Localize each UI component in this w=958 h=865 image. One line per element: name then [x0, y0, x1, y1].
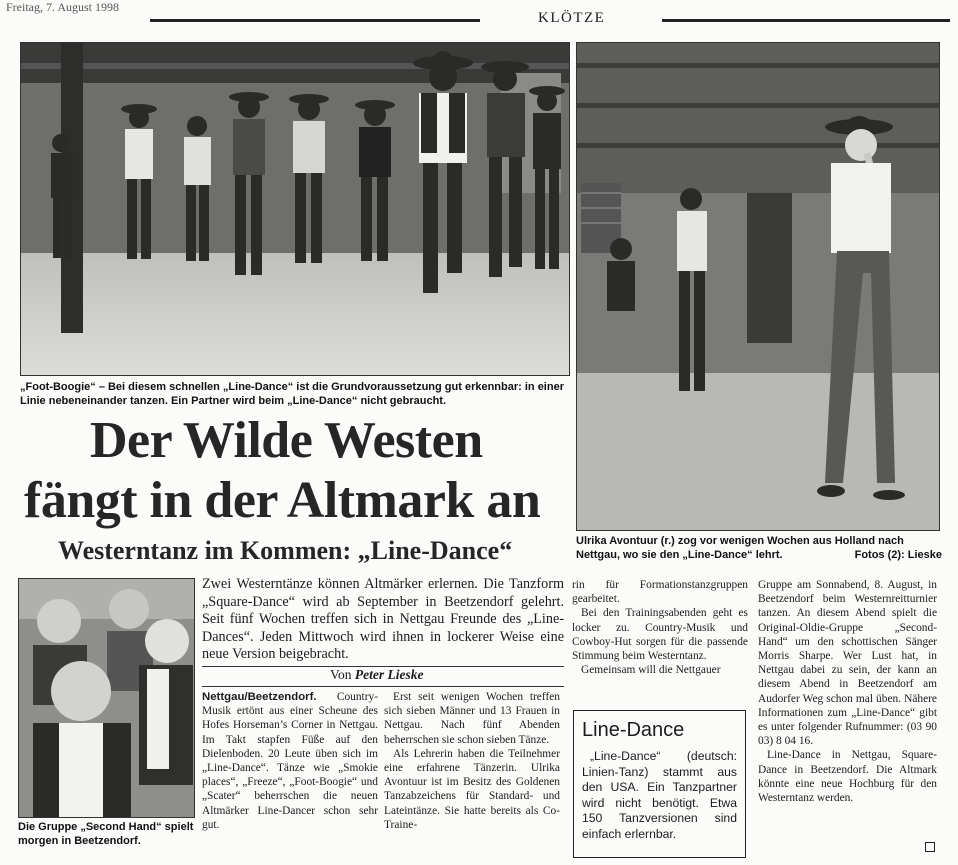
column-3-paragraph-1: rin für Formationstanzgruppen gearbeitet. — [572, 579, 748, 606]
header-date: Freitag, 7. August 1998 — [6, 2, 119, 14]
infobox — [573, 710, 746, 858]
headline-line2: fängt in der Altmark an — [24, 472, 541, 529]
column-4-paragraph-2: Line-Dance in Nettgau, Square-Dance in Beetzendorf. Die Altmark könnte eine neue Hochburg für den Westerntanz werden. — [758, 749, 937, 805]
article-kicker: Nettgau/Beetzendorf. — [202, 691, 317, 703]
photo-caption-line-dancers: „Foot-Boogie“ – Bei diesem schnellen „Line-Dance“ ist die Grundvoraussetzung gut erkennbar: in einer Linie nebeneinander tanzen. Ein Partner wird beim „Line-Dance“ nicht gebraucht. — [20, 381, 564, 407]
column-2-paragraph-2: Als Lehrerin haben die Teilnehmer eine erfahrene Tänzerin. Ulrika Avontuur ist im Besitz des Goldenen Tanzabzeichens für Standard- und Lateintänze. Sie hatte bereits als Co-Traine- — [384, 747, 560, 831]
subhead: Westerntanz im Kommen: „Line-Dance“ — [58, 536, 513, 565]
byline — [330, 667, 424, 683]
headline-line1: Der Wilde Westen — [90, 412, 483, 469]
end-mark — [925, 842, 935, 852]
header-section: KLÖTZE — [538, 10, 606, 26]
byline-rule — [202, 686, 564, 687]
photo-line-dancers — [20, 42, 570, 376]
byline-author: Peter Lieske — [354, 667, 424, 682]
column-4-paragraph-1: Gruppe am Sonnabend, 8. August, in Beetzendorf beim Westernreitturnier tanzen. An diesem Abend spielt die Original-Oldie-Gruppe „Second-Hand“ um den schottischen Sänger Morris Sharpe. Wer Lust hat, in Nettgau dabei zu sein, der kann an diesem Abend in Beetzendorf am Audorfer Weg schon mal üben. Nähere Informationen zum „Line-Dance“ gibt es unter folgender Rufnummer: (03 90 03) 8 04 16. — [758, 579, 937, 748]
photo-caption-teacher: Ulrika Avontuur (r.) zog vor wenigen Wochen aus Holland nach Nettgau, wo sie den „Line-Dance“ lehrt. — [576, 535, 904, 561]
header-rule-right — [662, 19, 950, 22]
body-column-4 — [758, 578, 937, 805]
infobox-text: „Line-Dance“ (deutsch: Linien-Tanz) stammt aus den USA. Ein Tanzpartner wird nicht benötigt. Etwa 150 Tanzversionen sind einfach erlernbar. — [582, 749, 737, 841]
photo-band — [18, 578, 195, 818]
byline-prefix: Von — [330, 667, 352, 682]
header-rule-left — [150, 19, 480, 22]
column-3-paragraph-3: Gemeinsam will die Nettgauer — [581, 664, 721, 677]
body-column-3 — [572, 578, 748, 677]
photo-caption-band: Die Gruppe „Second Hand“ spielt morgen in Beetzendorf. — [18, 821, 194, 847]
body-column-2 — [384, 690, 560, 832]
photo-teacher — [576, 42, 940, 531]
photo-credit: Fotos (2): Lieske — [854, 549, 942, 561]
column-3-paragraph-2: Bei den Trainingsabenden geht es locker zu. Country-Musik und Cowboy-Hut sorgen für die passende Stimmung beim Westerntanz. — [572, 607, 748, 663]
body-column-1 — [202, 690, 378, 832]
column-2-paragraph-1: Erst seit wenigen Wochen treffen sich sieben Männer und 13 Frauen in Nettgau. Nach fünf Abenden beherrschen sie schon sieben Tänze. — [384, 691, 560, 746]
lead-paragraph: Zwei Westerntänze können Altmärker erlernen. Die Tanzform „Square-Dance“ wird ab September in Beetzendorf gelehrt. Seit fünf Wochen treffen sich in Nettgau Freunde des „Line-Dances“. Jeden Mittwoch wird ihnen in lockerer Weise eine neue Version beigebracht. — [202, 576, 564, 663]
infobox-title: Line-Dance — [582, 719, 685, 741]
column-1-text: Country-Musik ertönt aus einer Scheune des Hofes Horseman’s Corner in Nettgau. Im Takt stapfen Füße auf den Dielenboden. 20 Leute üben sich im „Line-Dance“. Tänze wie „Smokie places“, „Freeze“, „Foot-Boogie“ und „Scater“ beherrschen die neuen Altmärker Line-Dancer schon sehr gut. — [202, 691, 378, 831]
